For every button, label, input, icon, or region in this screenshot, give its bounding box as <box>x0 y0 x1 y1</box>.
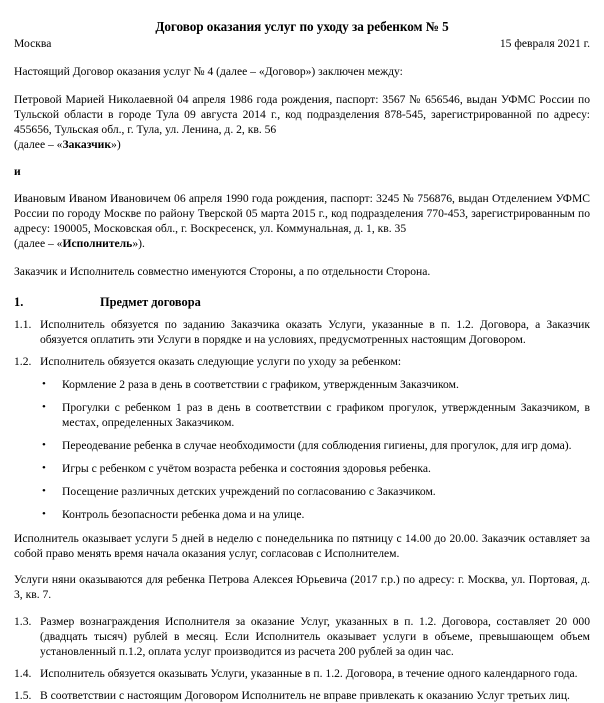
bullet-icon: • <box>42 401 46 414</box>
page-title: Договор оказания услуг по уходу за ребенком № 5 <box>155 19 449 34</box>
clause-1-2 <box>14 354 590 369</box>
clause-1-4 <box>14 666 590 681</box>
clause-text: Исполнитель обязуется оказать следующие услуги по уходу за ребенком: <box>40 355 402 369</box>
section-title: Предмет договора <box>100 295 201 310</box>
bullet-icon: • <box>42 462 46 475</box>
service-bullet-text: Посещение различных детских учреждений по согласованию с Заказчиком. <box>62 485 436 499</box>
service-bullet-text: Игры с ребенком с учётом возраста ребенка и состояния здоровья ребенка. <box>62 462 431 476</box>
clause-text: Исполнитель обязуется по заданию Заказчика оказать Услуги, указанные в п. 1.2. Договора, а Заказчик обязуется оплатить эти Услуги в порядке и на условиях, предусмотренных настоящим Договором. <box>40 317 590 346</box>
intro-paragraph: Настоящий Договор оказания услуг № 4 (далее – «Договор») заключен между: <box>14 64 403 78</box>
service-bullet-item <box>14 507 590 522</box>
service-bullet-item <box>14 484 590 499</box>
service-bullet-item <box>14 377 590 392</box>
clause-number: 1.3. <box>14 614 32 628</box>
document-date: 15 февраля 2021 г. <box>499 37 590 51</box>
service-bullet-item <box>14 461 590 476</box>
location-note: Услуги няни оказываются для ребенка Петрова Алексея Юрьевича (2017 г.р.) по адресу: г. Москва, ул. Портовая, д. 3, кв. 7. <box>14 573 590 602</box>
clause-number: 1.4. <box>14 667 32 681</box>
parties-conjunction: и <box>14 165 21 179</box>
section-number: 1. <box>14 295 24 310</box>
document-body <box>14 0 590 703</box>
alias-term-contractor: Исполнитель <box>62 236 133 250</box>
alias-suffix-customer: ») <box>111 138 121 151</box>
section-heading <box>14 295 590 310</box>
party-contractor-details: Ивановым Иваном Ивановичем 06 апреля 1990 года рождения, паспорт: 3245 № 756876, выдан Отделением УФМС России по городу Москве по району Тверской 05 марта 2015 г., код подразделения 770-453, зарегистрированным по адресу: 190005, Московская обл., г. Воскресенск, ул. Коммунальная, д. 1, кв. 35 <box>14 191 590 235</box>
service-bullet-item <box>14 438 590 453</box>
party-contractor-alias <box>14 236 590 251</box>
schedule-note: Исполнитель оказывает услуги 5 дней в неделю с понедельника по пятницу с 14.00 до 20.00. Заказчик оставляет за собой право менять время начала оказания услуг, согласовав с Исполнителем. <box>14 531 590 560</box>
clause-text: В соответствии с настоящим Договором Исполнитель не вправе привлекать к оказанию Услуг третьих лиц. <box>40 689 570 703</box>
bullet-icon: • <box>42 508 46 521</box>
alias-suffix-contractor: »). <box>132 236 145 250</box>
party-customer-alias <box>14 137 590 152</box>
service-bullet-item <box>14 400 590 430</box>
alias-prefix-customer: (далее – « <box>14 138 63 151</box>
alias-term-customer: Заказчик <box>62 138 112 151</box>
clause-number: 1.5. <box>14 689 32 703</box>
party-customer-details: Петровой Марией Николаевной 04 апреля 1986 года рождения, паспорт: 3567 № 656546, выдан УФМС России по Тульской области в городе Тула 09 августа 2014 г., код подразделения 878-545, зарегистрированной по адресу: 455656, Тульская обл., г. Тула, ул. Ленина, д. 2, кв. 56 <box>14 92 590 136</box>
document-meta-row <box>14 37 590 50</box>
parties-note: Заказчик и Исполнитель совместно именуются Стороны, а по отдельности Сторона. <box>14 264 431 278</box>
document-city: Москва <box>14 37 52 51</box>
clause-number: 1.2. <box>14 355 32 369</box>
clause-text: Исполнитель обязуется оказывать Услуги, указанные в п. 1.2. Договора, в течение одного календарного года. <box>40 667 578 681</box>
bullet-icon: • <box>42 439 46 452</box>
clause-1-1 <box>14 317 590 347</box>
service-bullet-text: Переодевание ребенка в случае необходимости (для соблюдения гигиены, для прогулок, для игр дома). <box>62 439 572 453</box>
service-bullet-text: Кормление 2 раза в день в соответствии с графиком, утвержденным Заказчиком. <box>62 378 459 392</box>
bullet-icon: • <box>42 378 46 391</box>
clause-text: Размер вознаграждения Исполнителя за оказание Услуг, указанных в п. 1.2. Договора, составляет 20 000 (двадцать тысяч) рублей в месяц. Если Исполнитель оказывает услуги в объеме, превышающем объем установленный п.1.2, оплата услуг производится из расчета 200 рублей за один час. <box>40 614 590 659</box>
service-bullet-text: Контроль безопасности ребенка дома и на улице. <box>62 508 305 522</box>
clause-number: 1.1. <box>14 317 32 331</box>
service-bullet-text: Прогулки с ребенком 1 раз в день в соответствии с графиком прогулок, утвержденным Заказчиком, в местах, определенных Заказчиком. <box>62 401 590 430</box>
clause-1-5 <box>14 688 590 703</box>
clause-1-3 <box>14 614 590 659</box>
alias-prefix-contractor: (далее – « <box>14 236 63 250</box>
bullet-icon: • <box>42 485 46 498</box>
